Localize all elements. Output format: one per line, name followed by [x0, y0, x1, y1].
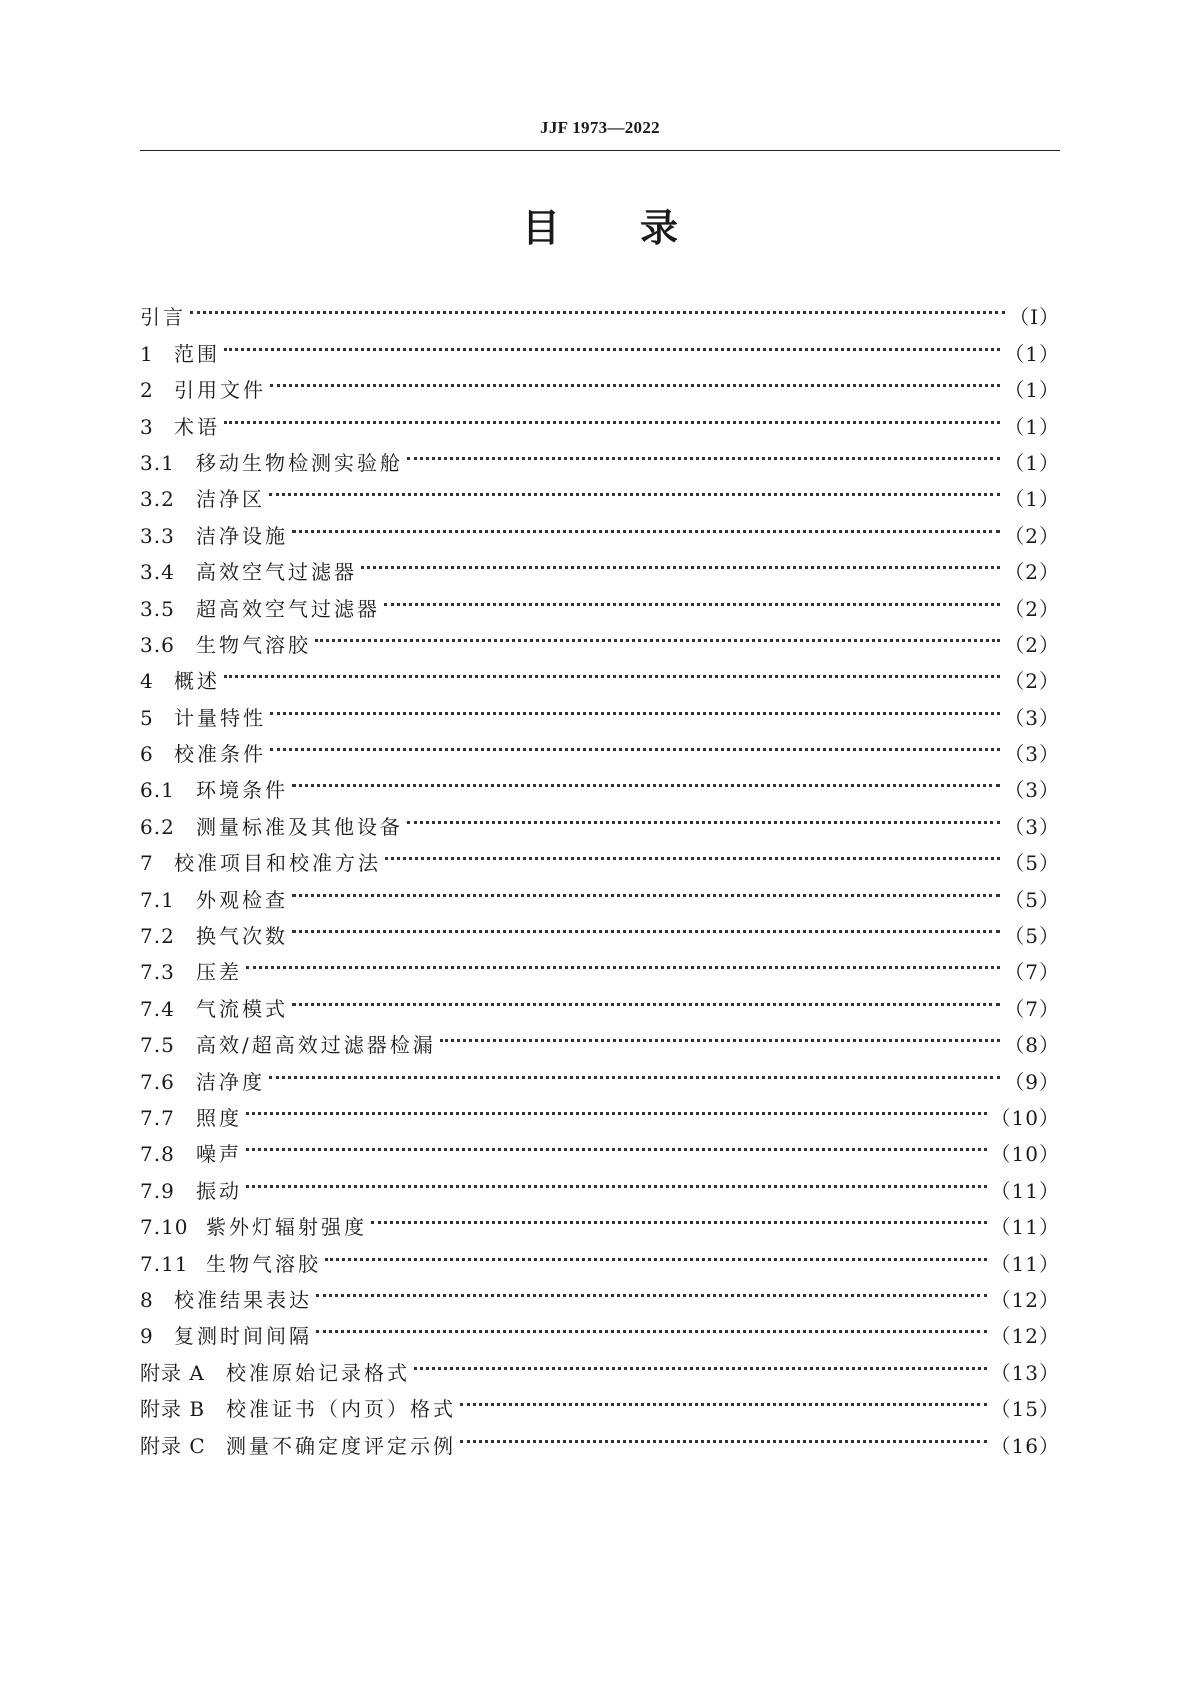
toc-entry-title: 校准条件 — [174, 742, 266, 767]
dot-leader — [315, 616, 1000, 652]
dot-leader — [407, 434, 1000, 470]
toc-entry-page: （1） — [1004, 487, 1060, 512]
toc-entry-number: 7 — [140, 851, 154, 876]
toc-entry[interactable] — [140, 979, 1060, 1021]
dot-leader — [246, 943, 1000, 979]
toc-entry-number: 7.9 — [140, 1178, 175, 1203]
toc-entry-number: 6 — [140, 742, 154, 767]
toc-entry-page: （2） — [1004, 669, 1060, 694]
toc-entry-title: 气流模式 — [196, 996, 288, 1021]
toc-entry-number: 1 — [140, 341, 154, 366]
toc-entry-page: （10） — [990, 1142, 1060, 1167]
dot-leader — [384, 579, 1000, 615]
toc-entry-title: 洁净设施 — [196, 523, 288, 548]
toc-entry-number: 7.4 — [140, 996, 175, 1021]
toc-entry-title: 噪声 — [196, 1142, 242, 1167]
toc-entry-number: 7.11 — [140, 1251, 189, 1276]
toc-entry-number: 7.7 — [140, 1105, 175, 1130]
toc-entry-title: 压差 — [196, 960, 242, 985]
toc-entry[interactable] — [140, 470, 1060, 512]
toc-entry-page: （3） — [1004, 742, 1060, 767]
toc-entry[interactable] — [140, 761, 1060, 803]
toc-entry-page: （16） — [990, 1433, 1060, 1458]
toc-entry[interactable] — [140, 506, 1060, 548]
toc-entry-title: 校准证书（内页）格式 — [226, 1397, 456, 1422]
toc-entry-title: 校准项目和校准方法 — [174, 851, 381, 876]
toc-entry[interactable] — [140, 324, 1060, 366]
toc-entry-page: （5） — [1004, 887, 1060, 912]
toc-entry[interactable] — [140, 397, 1060, 439]
dot-leader — [224, 324, 1000, 360]
toc-entry-number: 6.1 — [140, 778, 175, 803]
toc-entry-number: 7.3 — [140, 960, 175, 985]
toc-entry-number: 附录 C — [140, 1433, 206, 1458]
toc-entry-title: 计量特性 — [174, 705, 266, 730]
toc-entry-number: 2 — [140, 378, 154, 403]
toc-entry-number: 3.2 — [140, 487, 175, 512]
dot-leader — [316, 1271, 987, 1307]
toc-entry-page: （1） — [1004, 450, 1060, 475]
toc-entry-title: 术语 — [174, 414, 220, 439]
toc-entry-title: 生物气溶胶 — [206, 1251, 321, 1276]
toc-entry-page: （1） — [1004, 378, 1060, 403]
toc-entry-title: 范围 — [174, 341, 220, 366]
toc-entry-title: 高效空气过滤器 — [196, 560, 357, 585]
toc-entry-title: 测量标准及其他设备 — [196, 814, 403, 839]
toc-entry-page: （13） — [990, 1360, 1060, 1385]
toc-entry[interactable] — [140, 725, 1060, 767]
toc-entry-number: 4 — [140, 669, 154, 694]
dot-leader — [270, 688, 1000, 724]
toc-entry-page: （12） — [990, 1324, 1060, 1349]
toc-entry[interactable] — [140, 688, 1060, 730]
toc-entry-title: 超高效空气过滤器 — [196, 596, 380, 621]
dot-leader — [292, 870, 1000, 906]
toc-entry-title: 照度 — [196, 1105, 242, 1130]
toc-entry-page: （15） — [990, 1397, 1060, 1422]
toc-entry-number: 5 — [140, 705, 154, 730]
toc-entry-title: 引言 — [140, 305, 186, 330]
toc-entry-title: 高效/超高效过滤器检漏 — [196, 1033, 436, 1058]
toc-entry[interactable] — [140, 361, 1060, 403]
toc-entry-number: 7.8 — [140, 1142, 175, 1167]
toc-entry-number: 3.6 — [140, 632, 175, 657]
dot-leader — [224, 652, 1000, 688]
toc-entry-title: 引用文件 — [174, 378, 266, 403]
toc-entry-number: 7.1 — [140, 887, 175, 912]
toc-entry-page: （7） — [1004, 960, 1060, 985]
dot-leader — [246, 1125, 987, 1161]
toc-entry-title: 洁净度 — [196, 1069, 265, 1094]
toc-entry-page: （7） — [1004, 996, 1060, 1021]
toc-entry[interactable] — [140, 943, 1060, 985]
toc-entry-number: 7.2 — [140, 924, 175, 949]
dot-leader — [440, 1016, 1001, 1052]
toc-entry-number: 3.1 — [140, 450, 175, 475]
toc-entry[interactable] — [140, 434, 1060, 475]
toc-entry-page: （1） — [1004, 414, 1060, 439]
dot-leader — [190, 288, 1005, 324]
dot-leader — [292, 506, 1000, 542]
toc-entry-title: 移动生物检测实验舱 — [196, 450, 403, 475]
toc-entry-number: 9 — [140, 1324, 154, 1349]
dot-leader — [270, 361, 1000, 397]
toc-entry-page: （3） — [1004, 814, 1060, 839]
toc-entry-title: 环境条件 — [196, 778, 288, 803]
dot-leader — [407, 797, 1000, 833]
toc-entry-title: 振动 — [196, 1178, 242, 1203]
toc-entry-number: 7.5 — [140, 1033, 175, 1058]
toc-entry-page: （1） — [1004, 341, 1060, 366]
toc-entry-number: 3.3 — [140, 523, 175, 548]
toc-entry-number: 附录 B — [140, 1397, 206, 1422]
dot-leader — [361, 543, 1000, 579]
dot-leader — [292, 761, 1000, 797]
toc-entry-page: （11） — [990, 1215, 1060, 1240]
header-divider — [140, 150, 1060, 151]
toc-entry-page: （2） — [1004, 596, 1060, 621]
dot-leader — [270, 725, 1000, 761]
dot-leader — [292, 979, 1000, 1015]
toc-entry-page: （11） — [990, 1178, 1060, 1203]
dot-leader — [371, 1198, 987, 1234]
dot-leader — [460, 1416, 987, 1452]
toc-entry-title: 外观检查 — [196, 887, 288, 912]
dot-leader — [414, 1343, 987, 1379]
toc-entry[interactable] — [140, 1198, 1060, 1240]
dot-leader — [269, 470, 1000, 506]
toc-entry-title: 测量不确定度评定示例 — [226, 1433, 456, 1458]
toc-entry-page: （3） — [1004, 778, 1060, 803]
toc-entry-number: 3 — [140, 414, 154, 439]
title-char-2: 录 — [640, 206, 679, 250]
document-code-header: JJF 1973—2022 — [540, 118, 660, 137]
toc-entry-title: 紫外灯辐射强度 — [206, 1215, 367, 1240]
page-title — [140, 204, 1060, 252]
toc-entry-number: 附录 A — [140, 1360, 205, 1385]
dot-leader — [316, 1307, 987, 1343]
toc-entry-title: 换气次数 — [196, 924, 288, 949]
toc-entry-title: 生物气溶胶 — [196, 632, 311, 657]
toc-entry-page: （9） — [1004, 1069, 1060, 1094]
dot-leader — [246, 1161, 987, 1197]
toc-entry[interactable] — [140, 288, 1060, 330]
toc-entry-page: （2） — [1004, 523, 1060, 548]
toc-entry-page: （8） — [1004, 1033, 1060, 1058]
dot-leader — [325, 1234, 987, 1270]
toc-entry-number: 7.10 — [140, 1215, 189, 1240]
toc-entry-title: 概述 — [174, 669, 220, 694]
toc-entry-page: （5） — [1004, 924, 1060, 949]
dot-leader — [224, 397, 1000, 433]
toc-entry[interactable] — [140, 1052, 1060, 1094]
toc-entry-number: 3.5 — [140, 596, 175, 621]
toc-entry[interactable] — [140, 1125, 1060, 1167]
toc-entry-title: 洁净区 — [196, 487, 265, 512]
title-char-1: 目 — [521, 206, 560, 250]
toc-entry-page: （3） — [1004, 705, 1060, 730]
toc-entry-title: 校准结果表达 — [174, 1287, 312, 1312]
table-of-contents — [140, 288, 1060, 1458]
toc-entry-number: 3.4 — [140, 560, 175, 585]
toc-entry-page: （2） — [1004, 560, 1060, 585]
dot-leader — [460, 1380, 987, 1416]
toc-entry-page: （Ⅰ） — [1009, 305, 1060, 330]
toc-entry[interactable] — [140, 652, 1060, 694]
toc-entry-title: 校准原始记录格式 — [226, 1360, 410, 1385]
toc-entry-number: 6.2 — [140, 814, 175, 839]
toc-entry-title: 复测时间间隔 — [174, 1324, 312, 1349]
toc-entry[interactable] — [140, 1089, 1060, 1130]
dot-leader — [385, 834, 1000, 870]
toc-entry[interactable] — [140, 1161, 1060, 1203]
toc-entry-number: 8 — [140, 1287, 154, 1312]
toc-entry-page: （10） — [990, 1105, 1060, 1130]
dot-leader — [292, 907, 1000, 943]
toc-entry-page: （11） — [990, 1251, 1060, 1276]
toc-entry-page: （2） — [1004, 632, 1060, 657]
toc-entry-page: （12） — [990, 1287, 1060, 1312]
toc-entry-number: 7.6 — [140, 1069, 175, 1094]
toc-entry-page: （5） — [1004, 851, 1060, 876]
dot-leader — [246, 1089, 987, 1125]
dot-leader — [269, 1052, 1000, 1088]
